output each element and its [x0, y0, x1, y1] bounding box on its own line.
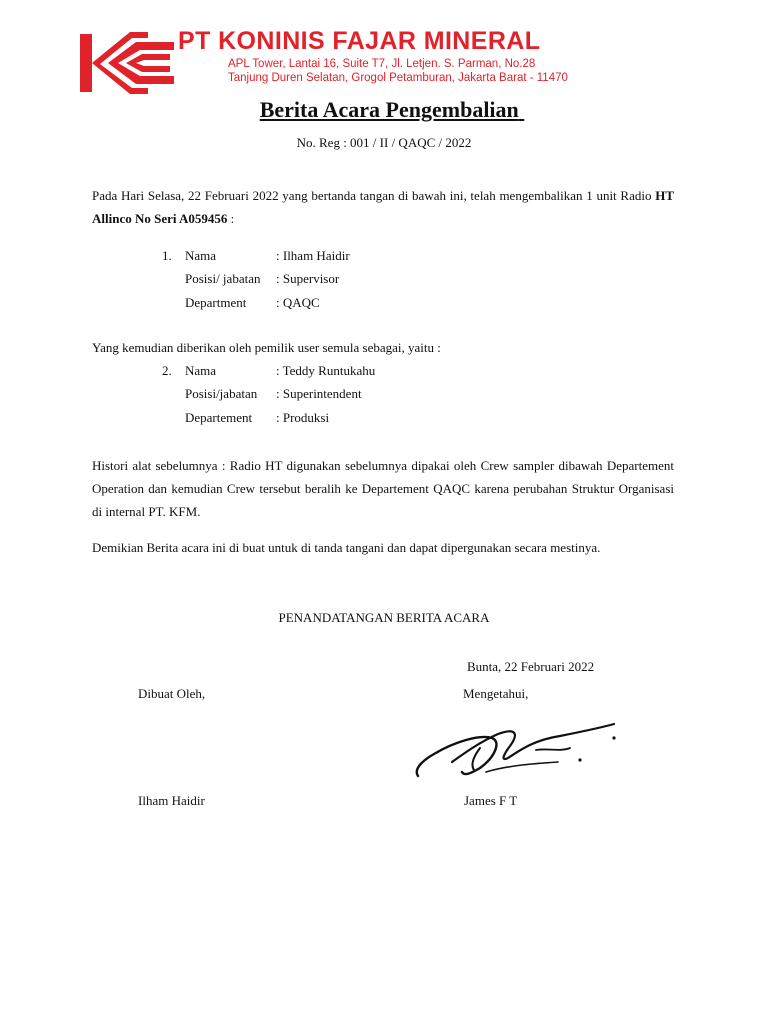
person1-name-value: : Ilham Haidir: [276, 248, 350, 263]
signatures-title: PENANDATANGAN BERITA ACARA: [278, 610, 490, 625]
right-signer-role: Mengetahui,: [463, 686, 529, 701]
left-signer-name: Ilham Haidir: [138, 793, 205, 808]
closing-paragraph: Demikian Berita acara ini di buat untuk di tanda tangani dan dapat dipergunakan secara mestinya.: [92, 540, 601, 555]
person2-department-value: : Produksi: [276, 410, 330, 425]
kfm-logo-icon: [78, 28, 178, 94]
person1-department-label: Department: [185, 295, 247, 310]
person2-name-value: : Teddy Runtukahu: [276, 363, 376, 378]
company-name: PT KONINIS FAJAR MINERAL: [178, 27, 541, 55]
person1-position-value: : Supervisor: [276, 271, 340, 286]
person1-position-label: Posisi/ jabatan: [185, 271, 261, 286]
registration-number: No. Reg : 001 / II / QAQC / 2022: [296, 135, 472, 150]
device-name: HT Allinco No Seri A059456: [92, 188, 675, 226]
left-signer-role: Dibuat Oleh,: [138, 686, 206, 701]
intro-text: Pada Hari Selasa, 22 Februari 2022 yang bertanda tangan di bawah ini, telah mengembalikan 1 unit Radio: [92, 188, 652, 203]
intro-end: :: [227, 211, 235, 226]
person2-position-value: : Superintendent: [276, 386, 362, 401]
document-title: Berita Acara Pengembalian: [259, 97, 519, 122]
handwritten-signature: [410, 718, 620, 782]
person1-department-value: : QAQC: [276, 295, 320, 310]
person2-department-label: Departement: [185, 410, 253, 425]
person1-name-label: Nama: [185, 248, 217, 263]
company-logo: [78, 28, 178, 94]
person1-number: 1.: [162, 248, 172, 263]
history-paragraph: Histori alat sebelumnya : Radio HT digunakan sebelumnya dipakai oleh Crew sampler dibawah Departement Operation dan kemudian Crew tersebut beralih ke Departement QAQC karena perubahan Struktur Organisasi di internal PT. KFM.: [92, 458, 674, 519]
person2-name-label: Nama: [185, 363, 217, 378]
intro-paragraph: [92, 184, 674, 230]
address-line-2: Tanjung Duren Selatan, Grogol Petamburan, Jakarta Barat - 11470: [228, 72, 568, 84]
place-date: Bunta, 22 Februari 2022: [467, 659, 595, 674]
person2-number: 2.: [162, 363, 172, 378]
transfer-paragraph: Yang kemudian diberikan oleh pemilik user semula sebagai, yaitu :: [92, 340, 441, 355]
person2-position-label: Posisi/jabatan: [185, 386, 258, 401]
address-line-1: APL Tower, Lantai 16, Suite T7, Jl. Letjen. S. Parman, No.28: [228, 58, 536, 70]
right-signer-name: James F T: [464, 793, 518, 808]
